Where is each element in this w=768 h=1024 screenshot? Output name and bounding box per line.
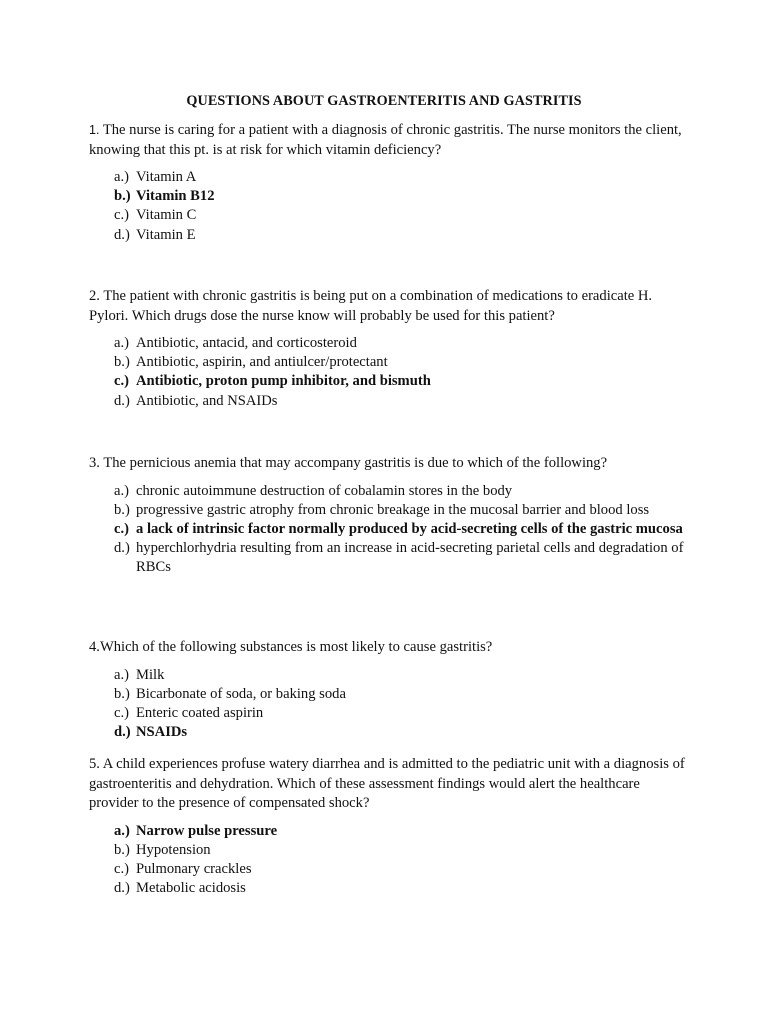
option-letter: d.) [114, 226, 130, 243]
question-5-body: A child experiences profuse watery diarrhea and is admitted to the pediatric unit with a diagnosis of gastroenteritis and dehydration. Which of these assessment findings would alert the healthcare provider to the presence of compensated shock? [89, 756, 685, 811]
question-3-option-a [89, 482, 689, 501]
option-text: Vitamin B12 [136, 188, 215, 205]
option-letter: b.) [114, 841, 130, 858]
question-3-text [89, 454, 689, 474]
option-letter: a.) [114, 169, 129, 185]
question-5 [89, 755, 689, 898]
option-letter: c.) [114, 207, 129, 224]
option-letter: c.) [114, 520, 129, 537]
question-4-option-c [89, 704, 689, 723]
option-text: Vitamin E [136, 226, 196, 243]
question-3-body: The pernicious anemia that may accompany gastritis is due to which of the following? [99, 455, 608, 471]
option-text: Antibiotic, proton pump inhibitor, and bismuth [136, 373, 431, 390]
option-text: Milk [136, 666, 165, 683]
question-4-text [89, 638, 689, 658]
question-2-option-c [89, 372, 689, 391]
question-1-number: 1. [89, 123, 100, 137]
question-2-option-d [89, 392, 689, 411]
option-letter: d.) [114, 724, 131, 741]
option-letter: b.) [114, 188, 131, 205]
option-letter: c.) [114, 860, 129, 877]
question-3-option-d [89, 539, 689, 577]
question-4-body: Which of the following substances is most likely to cause gastritis? [99, 639, 493, 655]
question-4-option-a [89, 666, 689, 685]
option-letter: c.) [114, 373, 129, 390]
option-letter: a.) [114, 335, 129, 351]
question-2-text [89, 287, 689, 326]
question-3-option-b [89, 501, 689, 520]
question-1-option-b [89, 187, 689, 206]
question-2-body: The patient with chronic gastritis is being put on a combination of medications to eradicate H. Pylori. Which drugs dose the nurse know will probably be used for this patient? [89, 288, 653, 324]
option-text: Bicarbonate of soda, or baking soda [136, 685, 346, 702]
option-text: Enteric coated aspirin [136, 704, 264, 721]
option-letter: a.) [114, 482, 129, 499]
question-5-option-c [89, 860, 689, 879]
option-letter: b.) [114, 501, 130, 518]
option-letter: d.) [114, 880, 130, 897]
option-text: Antibiotic, antacid, and corticosteroid [136, 335, 357, 351]
question-3-options [89, 482, 689, 578]
question-5-number: 5. [89, 756, 100, 772]
option-text: Pulmonary crackles [136, 860, 252, 877]
option-text: Vitamin C [136, 207, 197, 224]
question-1-option-a [89, 168, 689, 187]
option-text: Antibiotic, and NSAIDs [136, 392, 278, 409]
question-3-number: 3. [89, 455, 100, 471]
question-4 [89, 638, 689, 742]
option-text: progressive gastric atrophy from chronic breakage in the mucosal barrier and blood loss [136, 501, 650, 518]
question-5-text [89, 755, 689, 814]
question-2-options [89, 334, 689, 411]
question-2-number: 2. [89, 288, 100, 304]
option-text: Antibiotic, aspirin, and antiulcer/protectant [136, 354, 388, 371]
option-text: Narrow pulse pressure [136, 822, 278, 839]
question-4-option-d [89, 723, 689, 742]
question-1-body: The nurse is caring for a patient with a diagnosis of chronic gastritis. The nurse monitors the client, knowing that this pt. is at risk for which vitamin deficiency? [89, 122, 682, 158]
question-2-option-a [89, 334, 689, 353]
question-5-option-b [89, 841, 689, 860]
option-letter: b.) [114, 685, 130, 702]
question-1-options [89, 168, 689, 245]
option-text: chronic autoimmune destruction of cobalamin stores in the body [136, 482, 513, 499]
question-1-option-c [89, 206, 689, 225]
option-text: Vitamin A [136, 169, 197, 185]
option-text: NSAIDs [136, 724, 188, 741]
question-4-option-b [89, 685, 689, 704]
option-text: hyperchlorhydria resulting from an increase in acid-secreting parietal cells and degradation of RBCs [136, 540, 684, 576]
question-3-option-c [89, 520, 689, 539]
question-2-option-b [89, 353, 689, 372]
option-letter: a.) [114, 822, 130, 839]
question-1-option-d [89, 226, 689, 245]
option-text: a lack of intrinsic factor normally produced by acid-secreting cells of the gastric mucosa [136, 520, 683, 537]
question-5-option-d [89, 879, 689, 898]
question-2 [89, 287, 689, 411]
question-1-text [89, 121, 689, 160]
question-5-option-a [89, 822, 689, 841]
question-5-options [89, 822, 689, 899]
question-3 [89, 454, 689, 578]
option-letter: d.) [114, 392, 130, 409]
option-text: Metabolic acidosis [136, 880, 246, 897]
question-4-options [89, 666, 689, 743]
option-letter: c.) [114, 704, 129, 721]
document-title: QUESTIONS ABOUT GASTROENTERITIS AND GASTRITIS [186, 93, 582, 109]
question-1 [89, 121, 689, 245]
option-letter: b.) [114, 354, 130, 371]
question-4-number: 4. [89, 639, 100, 655]
option-text: Hypotension [136, 841, 211, 858]
option-letter: a.) [114, 666, 129, 683]
option-letter: d.) [114, 540, 130, 557]
